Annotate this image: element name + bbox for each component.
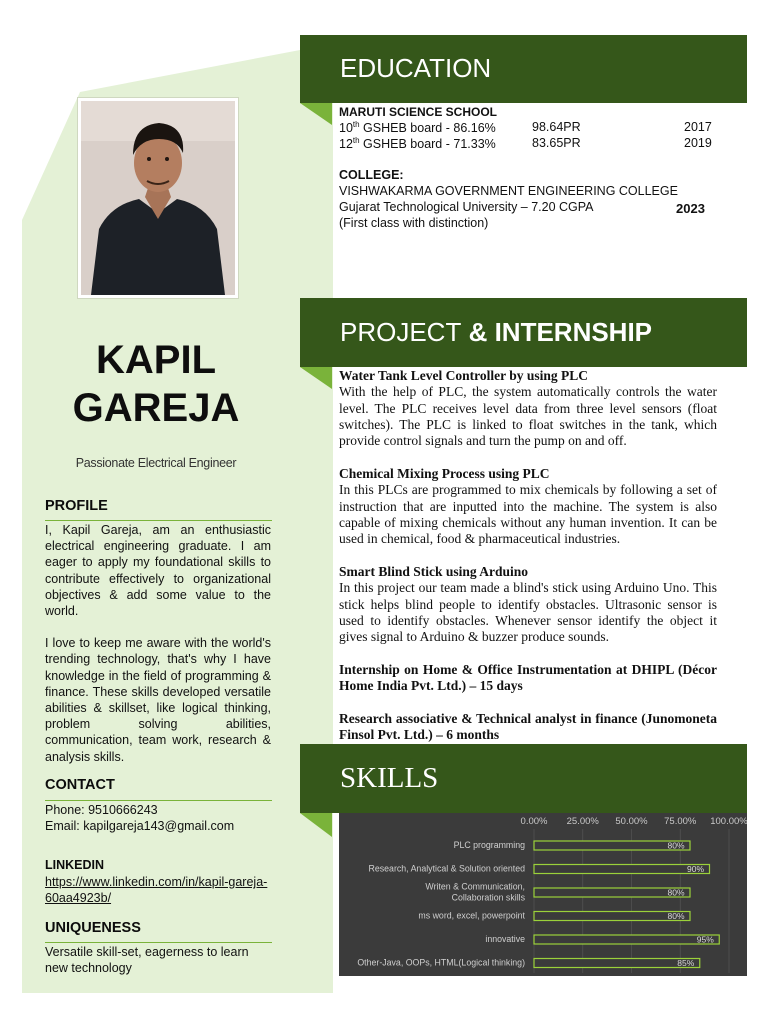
contact-details [45,802,271,834]
internship-1: Internship on Home & Office Instrumentation at DHIPL (Décor Home India Pvt. Ltd.) – 15 days [339,662,717,694]
project-banner [300,298,747,367]
edu-year-10th: 2017 [684,120,712,134]
project-banner-fold [300,367,340,389]
project-1-desc: With the help of PLC, the system automatically controls the water level. The PLC receives level data from three level sensors (float switches). The PLC is linked to float switches in the tank, which provide control signals and turn the pump on and off. [339,384,717,449]
edu-year-12th: 2019 [684,136,712,150]
profile-divider [45,520,272,521]
skills-chart [339,813,747,976]
project-heading: PROJECT & INTERNSHIP [340,317,653,347]
last-name: GAREJA [72,386,240,430]
tagline: Passionate Electrical Engineer [75,456,237,470]
skill-bar [534,959,700,968]
linkedin-heading: LINKEDIN [45,858,105,872]
linkedin-link[interactable]: https://www.linkedin.com/in/kapil-gareja-60aa4923b/ [45,875,268,906]
profile-paragraph-2: I love to keep me aware with the world's trending technology, that's why I have knowledge in the field of programming & finance. These skills developed versatile abilities & skillset, like logical thinking, problem solving abilities, communication, team work, research & analysis skills. [45,636,271,764]
uniqueness-heading: UNIQUENESS [45,920,141,936]
project-1-title: Water Tank Level Controller by using PLC [339,368,589,383]
edu-pr-12th: 83.65PR [532,136,581,150]
category-label: Writen & Communication, [425,881,525,892]
first-name: KAPIL [96,338,216,382]
profile-photo [78,98,238,298]
x-tick-label: 50.00% [615,816,648,827]
profile-paragraph-1: I, Kapil Gareja, am an enthusiastic electrical engineering graduate. I am eager to apply my foundational skills to contribute effectively to organizational objectives & add some value to the world. [45,523,271,619]
person-name [40,336,272,432]
contact-heading: CONTACT [45,777,115,793]
phone-text: Phone: 9510666243 [45,803,158,817]
x-tick-label: 0.00% [520,816,548,827]
linkedin-block [45,874,271,906]
school-name: MARUTI SCIENCE SCHOOL [339,105,498,119]
internship-2: Research associative & Technical analyst in finance (Junomoneta Finsol Pvt. Ltd.) – 6 months [339,711,717,743]
profile-heading: PROFILE [45,498,108,514]
category-label: Collaboration skills [451,892,525,903]
edu-pr-10th: 98.64PR [532,120,581,134]
x-tick-label: 100.00% [710,816,747,827]
project-2-title: Chemical Mixing Process using PLC [339,466,550,481]
bar-data-label: 80% [667,911,685,921]
college-year: 2023 [676,201,705,216]
project-1 [339,368,717,449]
university-cgpa: Gujarat Technological University – 7.20 CGPA [339,200,594,214]
category-label: innovative [485,934,525,944]
project-3 [339,564,717,645]
edu-row-12th: 12th GSHEB board - 71.33% [339,136,496,152]
category-label: Other-Java, OOPs, HTML(Logical thinking) [357,957,525,968]
college-label: COLLEGE: [339,168,404,182]
edu-row-10th: 10th GSHEB board - 86.16% [339,120,496,136]
college-name: VISHWAKARMA GOVERNMENT ENGINEERING COLLEGE [339,184,678,198]
skill-bar [534,935,719,944]
project-3-title: Smart Blind Stick using Arduino [339,564,529,579]
project-2-desc: In this PLCs are programmed to mix chemicals by following a set of instruction that are inputted into the machine. The system is also capable of mixing chemicals without any human invention. It can be used in chemical, food & pharmaceutical industries. [339,482,717,547]
x-tick-label: 75.00% [664,816,697,827]
category-label: Research, Analytical & Solution oriented [368,863,525,874]
bar-data-label: 80% [667,887,685,898]
bar-data-label: 80% [667,840,685,851]
college-distinction: (First class with distinction) [339,216,489,230]
project-2 [339,466,717,547]
skills-banner-fold [300,813,340,837]
contact-divider [45,800,272,801]
education-banner [300,35,747,103]
uniqueness-text: Versatile skill-set, eagerness to learn new technology [45,945,249,976]
bar-data-label: 95% [696,934,714,945]
category-label: ms word, excel, powerpoint [418,910,525,921]
project-3-desc: In this project our team made a blind's stick using Arduino Uno. This stick helps blind people to identify obstacles. Ultrasonic sensor is used to identify obstacles. Whenever sensor identify the object it gives signal to Arduino & buzzer produce sounds. [339,580,717,645]
x-tick-label: 25.00% [566,816,599,827]
education-banner-fold [300,103,340,125]
category-label: PLC programming [453,840,525,850]
skills-heading: SKILLS [340,762,439,794]
uniqueness-divider [45,942,272,943]
profile-text [45,522,271,781]
skills-chart-svg [339,813,747,976]
bar-data-label: 90% [686,864,705,874]
bar-data-label: 85% [677,958,695,968]
education-heading: EDUCATION [340,53,492,83]
skills-banner [300,744,747,813]
skill-bar [534,865,710,874]
email-text: Email: kapilgareja143@gmail.com [45,819,235,834]
